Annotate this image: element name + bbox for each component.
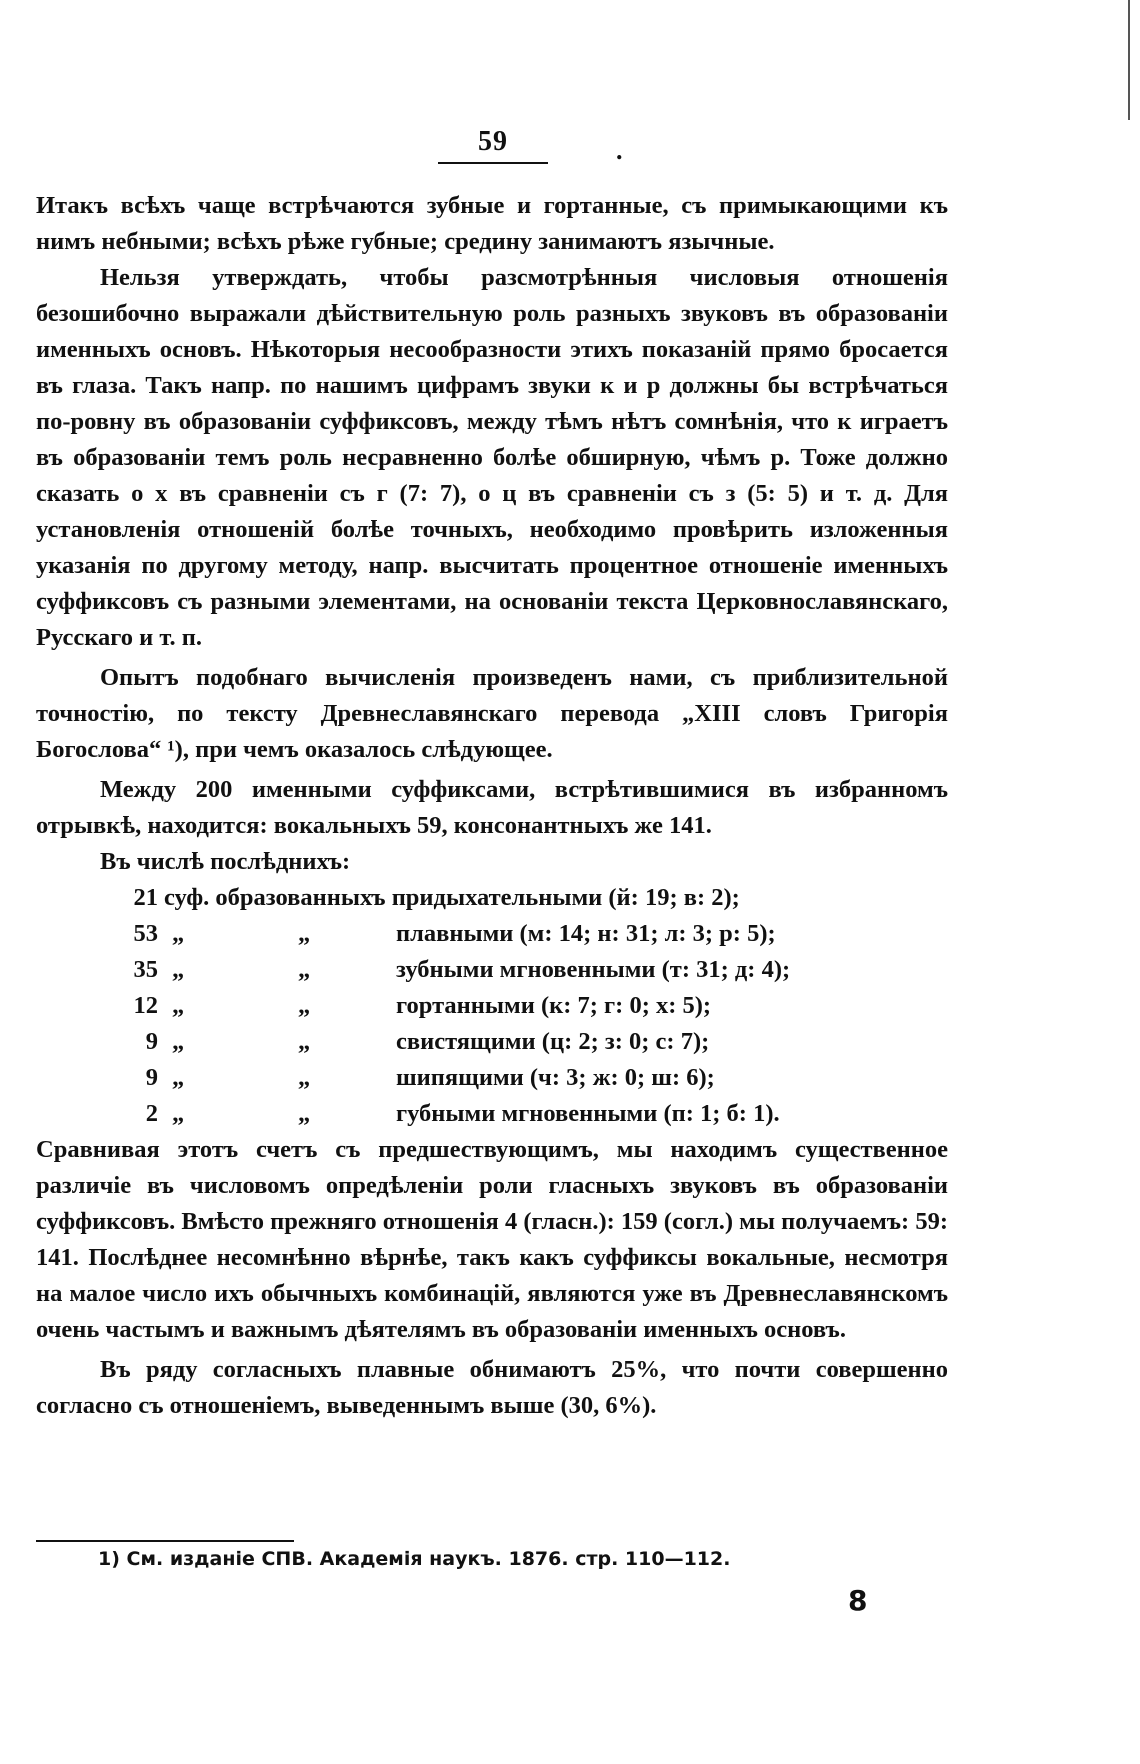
ditto-mark: „ (172, 1064, 185, 1091)
list-mark: суф. образованныхъ (164, 884, 386, 911)
page-edge-line (1128, 0, 1130, 120)
ditto-mark: „ (298, 1028, 311, 1055)
stray-mark: . (616, 136, 623, 165)
signature-mark: 8 (848, 1584, 868, 1617)
list-item (36, 1024, 948, 1060)
ditto-mark: „ (298, 992, 311, 1019)
ditto-mark: „ (298, 920, 311, 947)
list-item (36, 952, 948, 988)
list-count: 35 (133, 956, 158, 983)
list-count: 21 (133, 884, 158, 911)
list-count: 9 (145, 1028, 158, 1055)
list-description: гортанными (к: 7; г: 0; х: 5); (396, 992, 712, 1019)
list-item (36, 1060, 948, 1096)
list-description: плавными (м: 14; н: 31; л: 3; р: 5); (396, 920, 776, 947)
ditto-mark: „ (172, 956, 185, 983)
list-item (36, 1096, 948, 1132)
paragraph-3: Опытъ подобнаго вычисленія произведенъ нами, съ приблизительной точностію, по тексту Древнеславянскаго перевода „XIII словъ Григорія Богослова“ ¹), при чемъ оказалось слѣдующее. (36, 664, 948, 763)
list-count: 53 (133, 920, 158, 947)
ditto-mark: „ (172, 1028, 185, 1055)
paragraph-5: Сравнивая этотъ счетъ съ предшествующимъ, мы находимъ существенное различіе въ числовомъ опредѣленіи роли гласныхъ звуковъ въ образованіи суффиксовъ. Вмѣсто прежняго отношенія 4 (гласн.): 159 (согл.) мы получаемъ: 59: 141. Послѣднее несомнѣнно вѣрнѣе, такъ какъ суффиксы вокальные, несмотря на малое число ихъ обычныхъ комбинацій, являются уже въ Древнеславянскомъ очень частымъ и важнымъ дѣятелямъ въ образованіи именныхъ основъ. (36, 1136, 948, 1343)
list-item (36, 880, 948, 916)
paragraph-4: Между 200 именными суффиксами, встрѣтившимися въ избранномъ отрывкѣ, находится: вокальныхъ 59, консонантныхъ же 141. (36, 776, 948, 839)
list-description: зубными мгновенными (т: 31; д: 4); (396, 956, 791, 983)
ditto-mark: „ (172, 1100, 185, 1127)
list-intro: Въ числѣ послѣднихъ: (100, 848, 351, 875)
paragraph-6: Въ ряду согласныхъ плавные обнимаютъ 25%, что почти совершенно согласно съ отношеніемъ, выведеннымъ выше (30, 6%). (36, 1356, 948, 1419)
list-item (36, 988, 948, 1024)
list-description: свистящими (ц: 2; з: 0; с: 7); (396, 1028, 710, 1055)
ditto-mark: „ (298, 1100, 311, 1127)
suffix-list (36, 880, 948, 1132)
paragraph-2: Нельзя утверждать, чтобы разсмотрѣнныя числовыя отношенія безошибочно выражали дѣйствительную роль разныхъ звуковъ въ образованіи именныхъ основъ. Нѣкоторыя несообразности этихъ показаній прямо бросается въ глаза. Такъ напр. по нашимъ цифрамъ звуки к и р должны бы встрѣчаться по-ровну въ образованіи суффиксовъ, между тѣмъ нѣтъ сомнѣнія, что к играетъ въ образованіи темъ роль несравненно болѣе обширную, чѣмъ р. Тоже должно сказать о х въ сравненіи съ г (7: 7), о ц въ сравненіи съ з (5: 5) и т. д. Для установленія отношеній болѣе точныхъ, необходимо провѣрить изложенныя указанія по другому методу, напр. высчитать процентное отношеніе именныхъ суффиксовъ съ разными элементами, на основаніи текста Церковнославянскаго, Русскаго и т. п. (36, 264, 948, 651)
list-description: придыхательными (й: 19; в: 2); (391, 884, 740, 911)
ditto-mark: „ (172, 992, 185, 1019)
body-text (36, 188, 948, 1424)
paragraph-1: Итакъ всѣхъ чаще встрѣчаются зубные и гортанные, съ примыкающими къ нимъ небными; всѣхъ рѣже губные; средину занимаютъ язычные. (36, 192, 948, 255)
list-description: шипящими (ч: 3; ж: 0; ш: 6); (396, 1064, 715, 1091)
footnote: 1) См. изданіе СПВ. Академія наукъ. 1876. стр. 110—112. (98, 1548, 731, 1570)
list-count: 9 (145, 1064, 158, 1091)
footnote-rule (36, 1540, 294, 1542)
list-count: 12 (133, 992, 158, 1019)
page-number-rule (438, 162, 548, 164)
list-item (36, 916, 948, 952)
ditto-mark: „ (298, 1064, 311, 1091)
list-count: 2 (145, 1100, 158, 1127)
ditto-mark: „ (298, 956, 311, 983)
list-description: губными мгновенными (п: 1; б: 1). (396, 1100, 780, 1127)
page-number: 59 (478, 126, 508, 157)
ditto-mark: „ (172, 920, 185, 947)
